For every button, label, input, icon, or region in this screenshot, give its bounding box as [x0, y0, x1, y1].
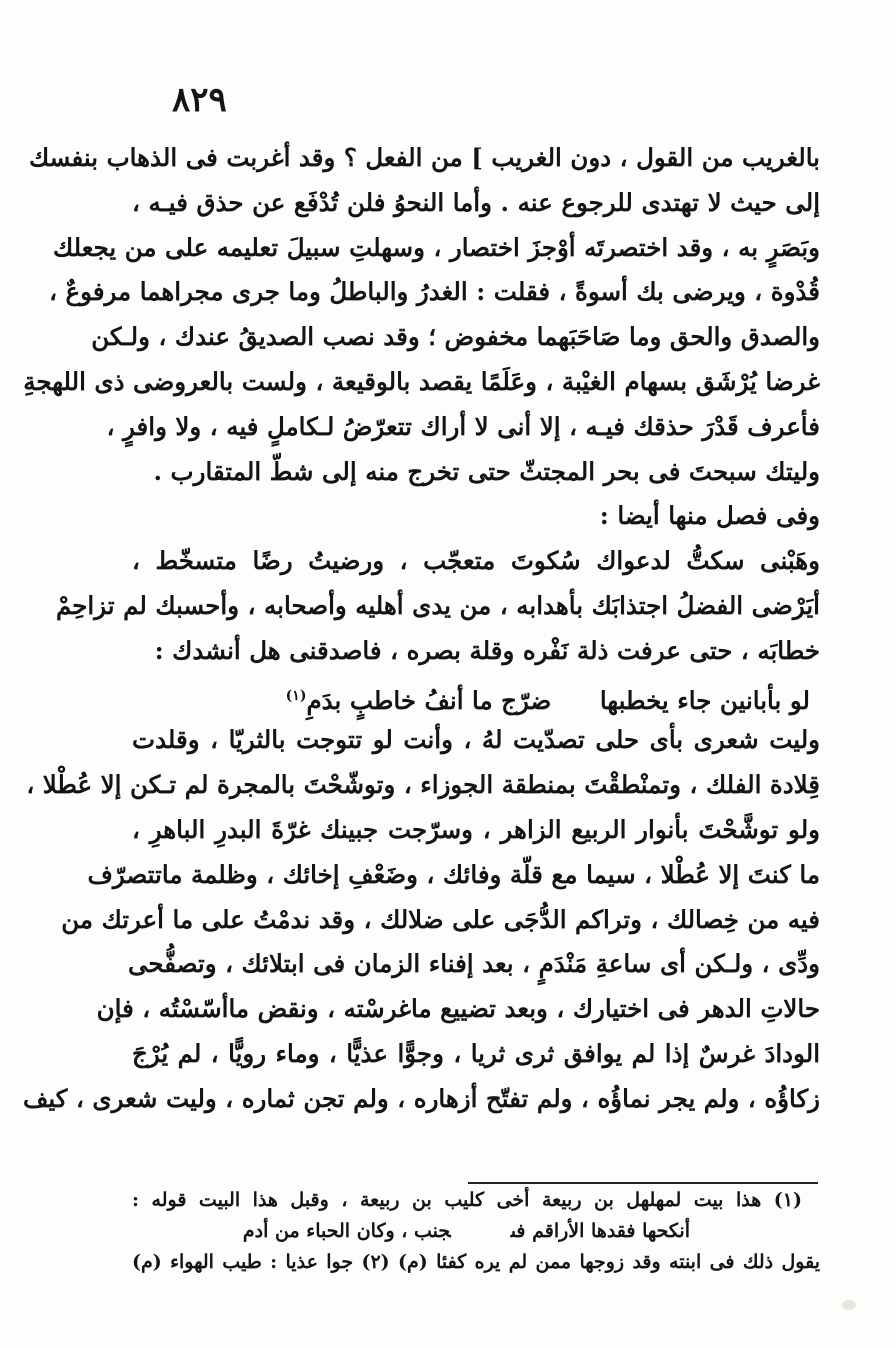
text-line: وهَبْنى سكتُّ لدعواك سُكوتَ متعجّب ، ورضيتُ رضًا متسخّط ،	[132, 546, 820, 576]
text-line: قُدْوة ، ويرضى بك أسوةً ، فقلت : الغدرُ والباطلُ وما جرى مجراهما مرفوعٌ ،	[49, 277, 820, 307]
text-line: وليتك سبحتَ فى بحر المجتثّ حتى تخرج منه إلى شطّ المتقارب .	[153, 456, 820, 486]
section-heading: وفى فصل منها أيضا :	[599, 501, 820, 531]
text-line: ما كنتَ إلا عُطْلا ، سيما مع قلّة وفائك ، وضَعْفِ إخائك ، وظلمة ماتتصرّف	[87, 859, 820, 889]
text-line: خطابَه ، حتى عرفت ذلة نَفْره وقلة بصره ، فاصدقنى هل أنشدك :	[154, 635, 820, 665]
footnote-verse-first: أنكحها فقدها الأراقم فى	[510, 1220, 690, 1242]
verse-second-hemistich	[286, 674, 552, 724]
text-line: أيَرْضى الفضلُ اجتذابَك بأهدابه ، من يدى أهليه وأصحابه ، وأحسبك لم تزاحِمْ	[55, 590, 820, 620]
footnote-verse-second: جنب ، وكان الحباء من أدم	[242, 1220, 451, 1242]
footnote-divider	[468, 1182, 818, 1184]
text-line: غرضا يُرْشَق بسهام الغيْبة ، وعَلَمًا يقصد بالوقيعة ، ولست بالعروضى ذى اللهجةِ	[23, 366, 820, 396]
footnote-verse	[132, 1216, 820, 1247]
text-line: ودِّى ، ولـكن أى ساعةِ مَنْدَمٍ ، بعد إفناء الزمان فى ابتلائك ، وتصفُّحى	[128, 949, 820, 979]
text-line: والصدق والحق وما صَاحَبَهما مخفوض ؛ وقد نصب الصديقُ عندك ، ولـكن	[91, 322, 820, 352]
text-line: الودادَ غرسٌ إذا لم يوافق ثرى ثريا ، وجوًّا عذيًّا ، وماء رويًّا ، لم يُرْجَ	[132, 1038, 820, 1068]
verse-first-hemistich: لو بأبانين جاء يخطبها	[599, 685, 810, 715]
poem-verse	[132, 674, 820, 719]
text-line: وليت شعرى بأى حلى تصدّيت لهُ ، وأنت لو تتوجت بالثريّا ، وقلدت	[132, 725, 820, 755]
text-line: فيه من خِصالك ، وتراكم الدُّجَى على ضلالك ، وقد ندمْتُ على ما أعرتك من	[61, 904, 820, 934]
text-line: بالغريب من القول ، دون الغريب ] من الفعل ؟ وقد أغربت فى الذهاب بنفسك	[28, 143, 820, 172]
text-line: ولو توشَّحْتَ بأنوار الربيع الزاهر ، وسرّجت جبينك غرّةَ البدرِ الباهرِ ،	[132, 814, 820, 844]
footnotes	[132, 1185, 820, 1278]
text-line: إلى حيث لا تهتدى للرجوع عنه . وأما النحوُ فلن تُدْفَع عن حذق فيـه ،	[132, 187, 820, 217]
main-text	[23, 136, 820, 1122]
text-line: وبَصَرٍ به ، وقد اختصرتَه أوْجزَ اختصار ، وسهلتِ سبيلَ تعليمه على من يجعلك	[53, 232, 820, 262]
text-line: زكاؤُه ، ولم يجر نماؤُه ، ولم تفتّح أزهاره ، ولم تجن ثماره ، وليت شعرى ، كيف	[23, 1083, 820, 1113]
text-line: قِلادة الفلك ، وتمنْطقْتَ بمنطقة الجوزاء ، وتوشّحْتَ بالمجرة لم تـكن إلا عُطْلا ،	[26, 770, 820, 800]
page-number: ٨٢٩	[172, 80, 227, 120]
text-line: فأعرف قَدْرَ حذقك فيـه ، إلا أنى لا أراك تتعرّضُ لـكاملٍ فيه ، ولا وافرٍ ،	[106, 411, 820, 441]
verse-second-hemistich-text: ضرّج ما أنفُ خاطبٍ بدَمِ	[306, 685, 552, 715]
footnote-ref-1: (١)	[285, 687, 307, 704]
text-line: حالاتِ الدهر فى اختيارك ، وبعد تضييع ماغرسْته ، ونقض ماأسّسْتُه ، فإن	[96, 994, 820, 1024]
footnote-line: يقول ذلك فى ابنته وقد زوجها ممن لم يره كفئا (م) (٢) جوا عذيا : طيب الهواء (م)	[132, 1251, 820, 1273]
page-smudge	[842, 1300, 856, 1310]
footnote-line: (١) هذا بيت لمهلهل بن ربيعة أخى كليب بن ربيعة ، وقبل هذا البيت قوله :	[132, 1189, 802, 1211]
